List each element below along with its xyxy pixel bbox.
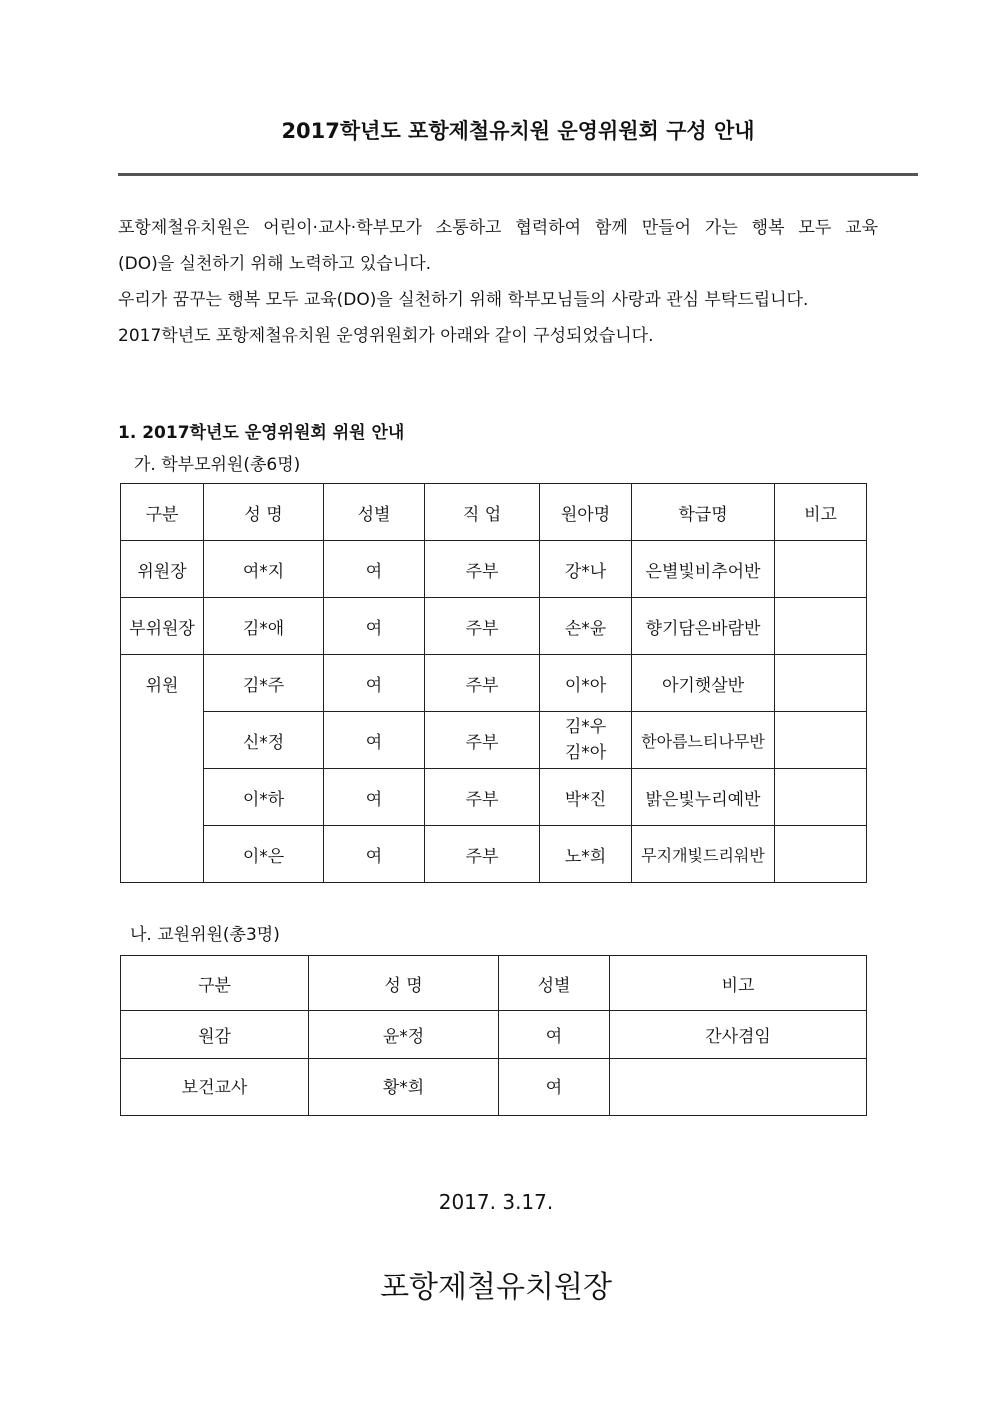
table-row bbox=[121, 712, 867, 769]
job-cell: 주부 bbox=[425, 769, 540, 826]
job-cell: 주부 bbox=[425, 712, 540, 769]
child-cell: 손*윤 bbox=[540, 598, 632, 655]
gender-cell: 여 bbox=[324, 769, 425, 826]
name-cell: 황*희 bbox=[309, 1059, 499, 1116]
gender-cell: 여 bbox=[324, 655, 425, 712]
table-row bbox=[121, 1059, 867, 1116]
header-cell: 학급명 bbox=[632, 484, 775, 541]
header-cell: 직 업 bbox=[425, 484, 540, 541]
header-cell: 비고 bbox=[775, 484, 867, 541]
header-cell: 구분 bbox=[121, 956, 309, 1011]
document-date: 2017. 3.17. bbox=[438, 1190, 554, 1214]
class-cell: 향기담은바람반 bbox=[632, 598, 775, 655]
intro-line-1: 포항제철유치원은 어린이·교사·학부모가 소통하고 협력하여 함께 만들어 가는 행복 모두 교육 bbox=[118, 218, 878, 238]
class-cell: 무지개빛드리워반 bbox=[632, 826, 775, 883]
table-row bbox=[121, 769, 867, 826]
child-cell: 노*희 bbox=[540, 826, 632, 883]
gender-cell: 여 bbox=[324, 598, 425, 655]
name-cell: 김*애 bbox=[204, 598, 324, 655]
child-name-2: 김*아 bbox=[564, 743, 607, 763]
header-cell: 비고 bbox=[610, 956, 867, 1011]
role-cell: 원감 bbox=[121, 1011, 309, 1059]
class-cell: 은별빛비추어반 bbox=[632, 541, 775, 598]
table-row bbox=[121, 655, 867, 712]
name-cell: 신*정 bbox=[204, 712, 324, 769]
class-cell: 밝은빛누리예반 bbox=[632, 769, 775, 826]
gender-cell: 여 bbox=[324, 712, 425, 769]
child-cell bbox=[540, 712, 632, 769]
class-cell: 한아름느티나무반 bbox=[632, 712, 775, 769]
name-cell: 윤*정 bbox=[309, 1011, 499, 1059]
child-cell: 이*아 bbox=[540, 655, 632, 712]
intro-line-4: 2017학년도 포항제철유치원 운영위원회가 아래와 같이 구성되었습니다. bbox=[118, 326, 654, 346]
note-cell bbox=[775, 712, 867, 769]
class-cell: 아기햇살반 bbox=[632, 655, 775, 712]
group-cell: 부위원장 bbox=[121, 598, 204, 655]
name-cell: 이*하 bbox=[204, 769, 324, 826]
intro-paragraph bbox=[118, 210, 878, 354]
note-cell bbox=[775, 598, 867, 655]
job-cell: 주부 bbox=[425, 598, 540, 655]
role-cell: 보건교사 bbox=[121, 1059, 309, 1116]
note-cell bbox=[775, 769, 867, 826]
table-row bbox=[121, 541, 867, 598]
table-row bbox=[121, 1011, 867, 1059]
job-cell: 주부 bbox=[425, 826, 540, 883]
table-row bbox=[121, 598, 867, 655]
teacher-members-heading: 나. 교원위원(총3명) bbox=[130, 925, 280, 945]
header-cell: 원아명 bbox=[540, 484, 632, 541]
table-header-row bbox=[121, 484, 867, 541]
header-cell: 구분 bbox=[121, 484, 204, 541]
child-name-1: 김*우 bbox=[564, 717, 607, 737]
child-cell: 강*나 bbox=[540, 541, 632, 598]
table-row bbox=[121, 826, 867, 883]
signer-name: 포항제철유치원장 bbox=[380, 1270, 612, 1305]
gender-cell: 여 bbox=[324, 826, 425, 883]
header-cell: 성 명 bbox=[309, 956, 499, 1011]
note-cell bbox=[775, 826, 867, 883]
job-cell: 주부 bbox=[425, 655, 540, 712]
gender-cell: 여 bbox=[499, 1059, 610, 1116]
table-header-row bbox=[121, 956, 867, 1011]
title-divider bbox=[118, 173, 918, 176]
header-cell: 성별 bbox=[324, 484, 425, 541]
intro-line-2: (DO)을 실천하기 위해 노력하고 있습니다. bbox=[118, 254, 432, 274]
header-cell: 성별 bbox=[499, 956, 610, 1011]
intro-line-3: 우리가 꿈꾸는 행복 모두 교육(DO)을 실천하기 위해 학부모님들의 사랑과 관심 부탁드립니다. bbox=[118, 290, 809, 310]
parent-members-table bbox=[120, 483, 867, 883]
document-title: 2017학년도 포항제철유치원 운영위원회 구성 안내 bbox=[281, 119, 755, 143]
parent-members-heading: 가. 학부모위원(총6명) bbox=[134, 455, 301, 475]
gender-cell: 여 bbox=[324, 541, 425, 598]
group-cell: 위원장 bbox=[121, 541, 204, 598]
note-cell bbox=[610, 1059, 867, 1116]
name-cell: 이*은 bbox=[204, 826, 324, 883]
job-cell: 주부 bbox=[425, 541, 540, 598]
note-cell: 간사겸임 bbox=[610, 1011, 867, 1059]
group-cell: 위원 bbox=[121, 655, 204, 883]
child-cell: 박*진 bbox=[540, 769, 632, 826]
teacher-members-table bbox=[120, 955, 867, 1116]
note-cell bbox=[775, 655, 867, 712]
section-heading: 1. 2017학년도 운영위원회 위원 안내 bbox=[118, 423, 405, 443]
name-cell: 김*주 bbox=[204, 655, 324, 712]
note-cell bbox=[775, 541, 867, 598]
gender-cell: 여 bbox=[499, 1011, 610, 1059]
header-cell: 성 명 bbox=[204, 484, 324, 541]
name-cell: 여*지 bbox=[204, 541, 324, 598]
